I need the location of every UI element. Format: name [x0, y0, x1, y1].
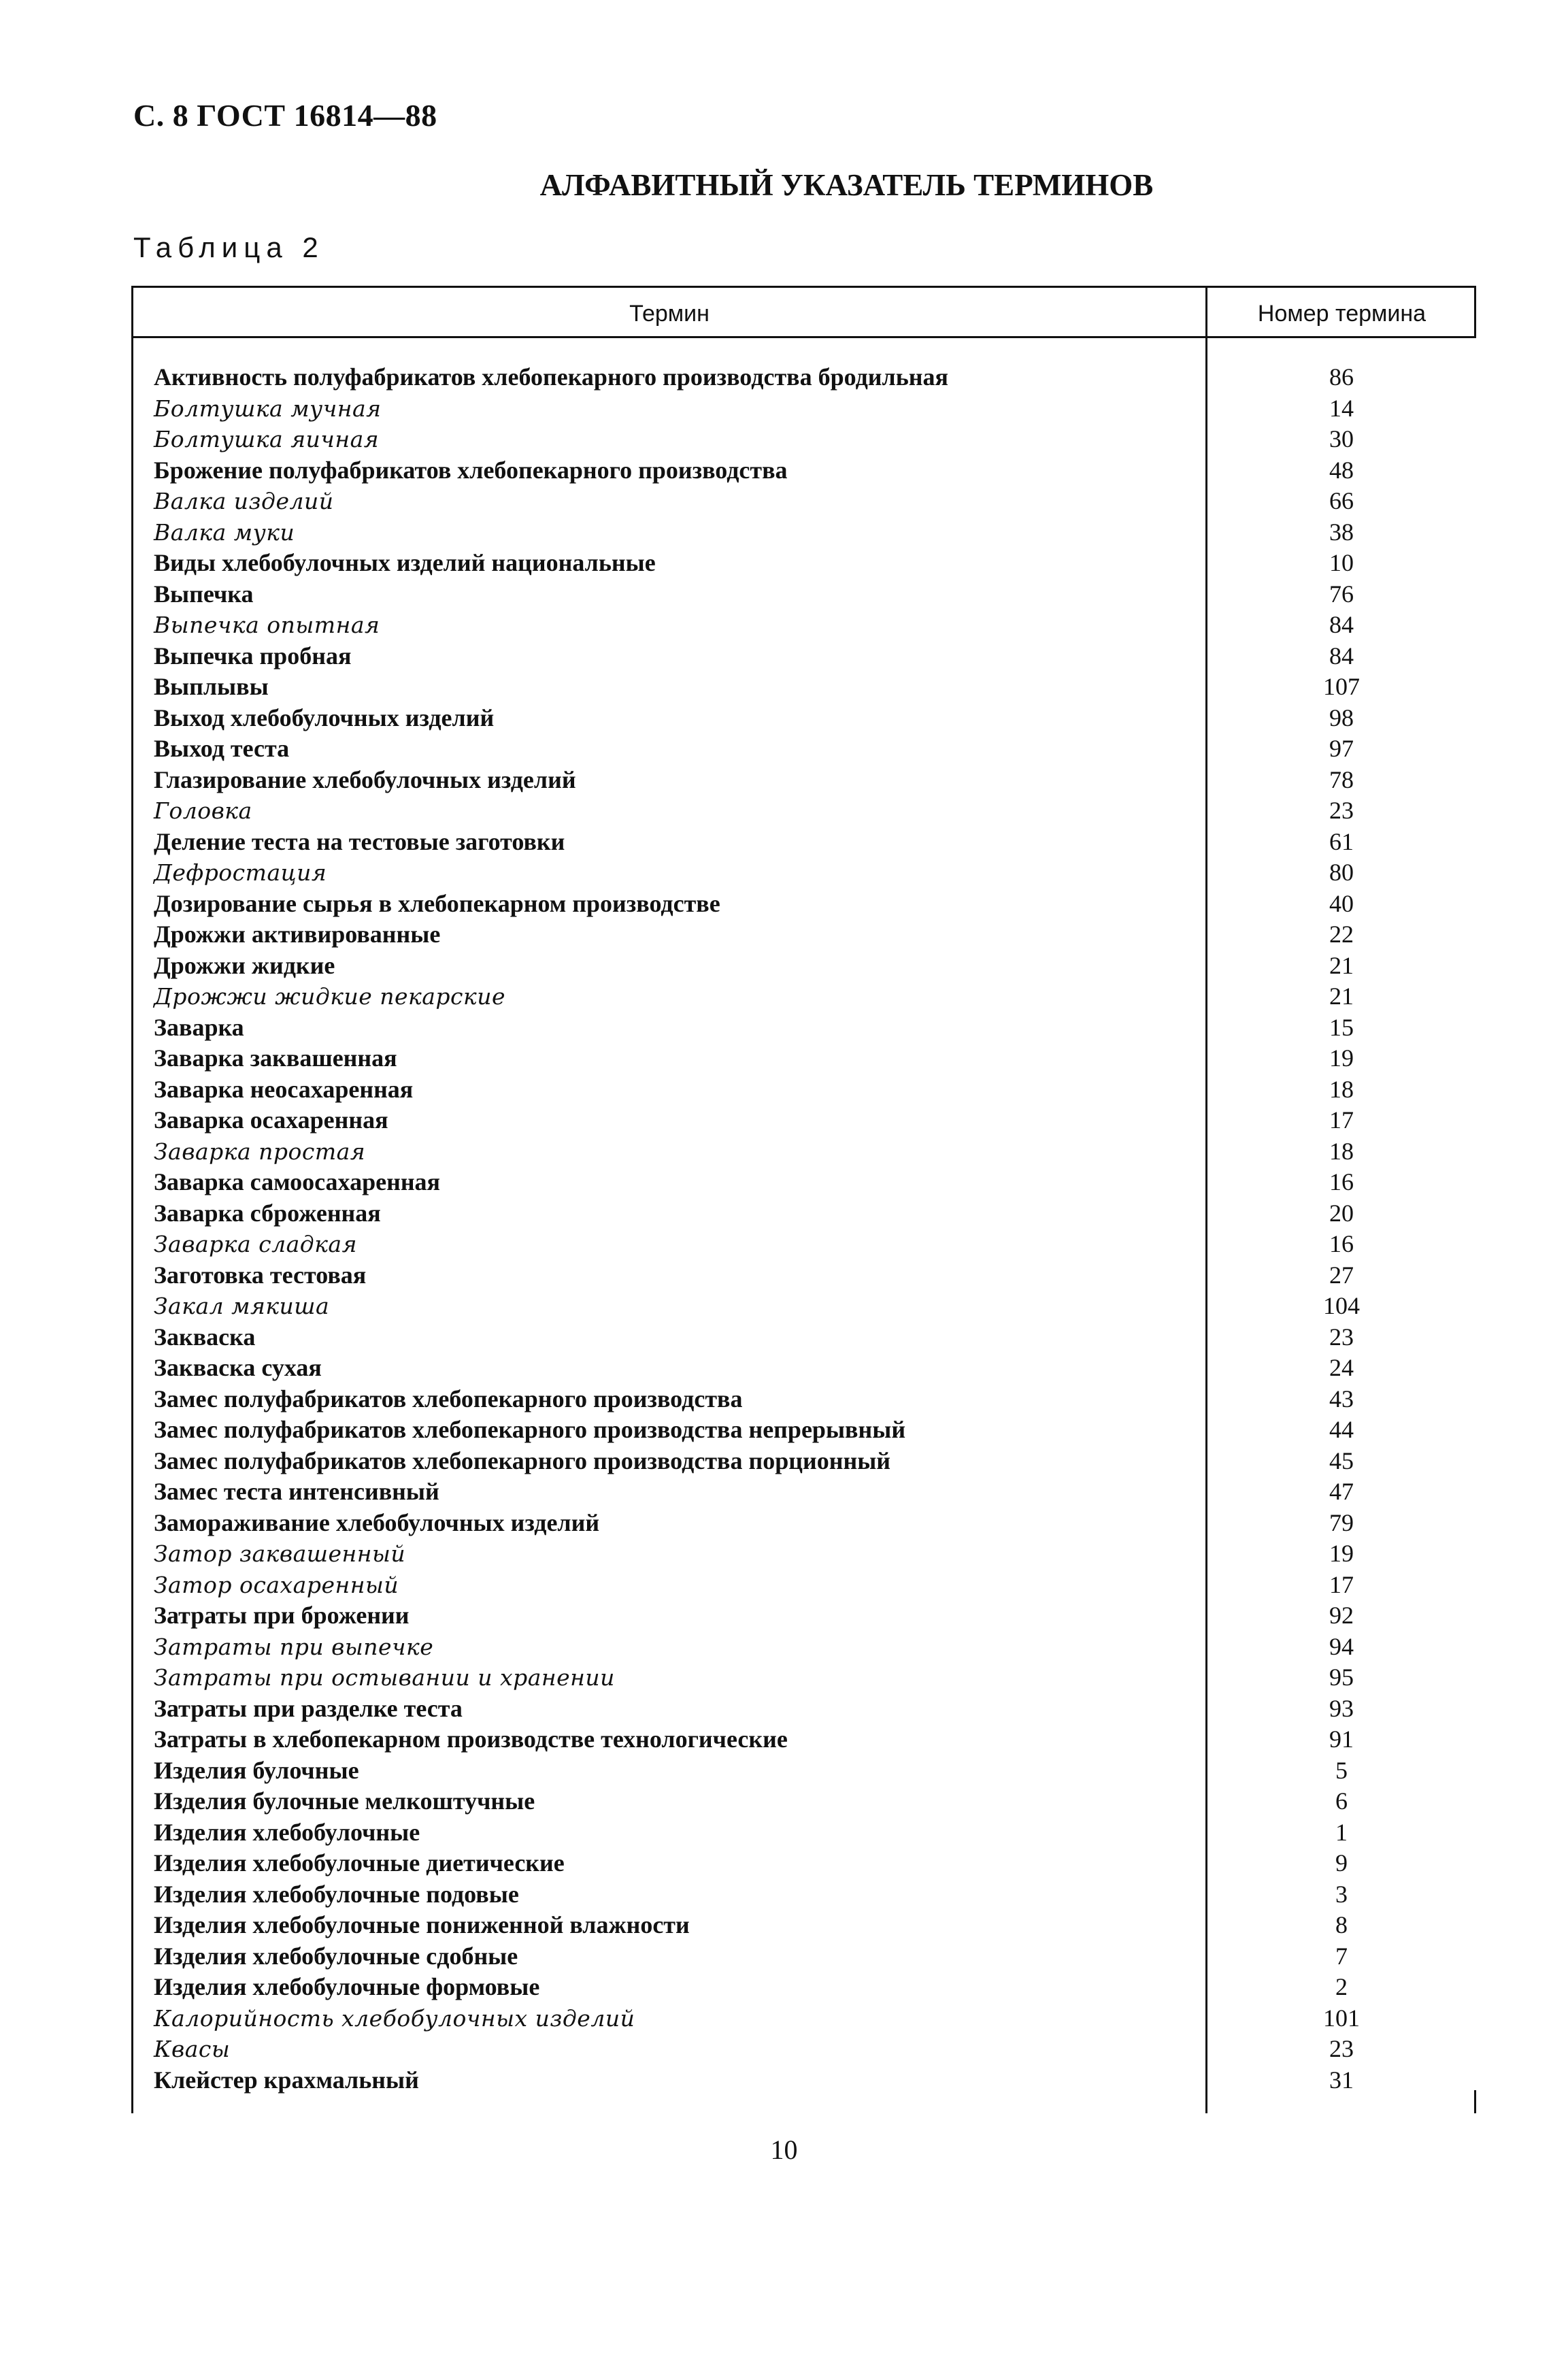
table-row: [154, 2065, 1476, 2096]
term-number: 44: [1329, 1416, 1354, 1443]
table-row: [154, 1693, 1476, 1725]
table-row: [154, 1446, 1476, 1477]
term-number: 8: [1335, 1911, 1348, 1938]
table-row: [154, 1074, 1476, 1106]
term-number: 18: [1329, 1137, 1354, 1165]
table-row: [154, 1848, 1476, 1879]
table-row: [154, 703, 1476, 734]
table-row: [154, 951, 1476, 982]
term-text: Замораживание хлебобулочных изделий: [154, 1508, 600, 1536]
term-text: Деление теста на тестовые заготовки: [154, 827, 565, 855]
term-text: Затраты при разделке теста: [154, 1694, 463, 1722]
table-row: [154, 1322, 1476, 1353]
term-text: Выпечка опытная: [154, 612, 380, 638]
term-text: Заварка самоосахаренная: [154, 1168, 441, 1195]
term-text: Дозирование сырья в хлебопекарном производстве: [154, 889, 720, 917]
table-row: [154, 889, 1476, 920]
term-text: Изделия хлебобулочные формовые: [154, 1973, 540, 2000]
table-row: [154, 517, 1476, 548]
table-row: [154, 1291, 1476, 1322]
term-number: 79: [1329, 1508, 1354, 1536]
table-row: [154, 610, 1476, 641]
term-text: Закваска: [154, 1323, 256, 1351]
term-number: 92: [1329, 1602, 1354, 1629]
term-text: Затор заквашенный: [154, 1540, 406, 1567]
term-text: Валка изделий: [154, 488, 334, 514]
term-number: 66: [1329, 487, 1354, 514]
term-number: 40: [1329, 889, 1354, 917]
table-row: [154, 1755, 1476, 1787]
term-text: Дрожжи жидкие: [154, 951, 335, 979]
term-number: 22: [1329, 921, 1354, 948]
table-row: [154, 1384, 1476, 1415]
term-text: Дрожжи активированные: [154, 921, 441, 948]
table-row: [154, 827, 1476, 858]
table-row: [154, 1972, 1476, 2003]
term-text: Замес полуфабрикатов хлебопекарного производства порционный: [154, 1447, 891, 1474]
term-text: Изделия хлебобулочные сдобные: [154, 1942, 518, 1970]
term-text: Изделия хлебобулочные пониженной влажности: [154, 1911, 690, 1938]
term-text: Заварка: [154, 1013, 244, 1041]
table-row: [154, 1353, 1476, 1384]
page-number: 10: [770, 2134, 798, 2165]
table-row: [154, 672, 1476, 703]
term-number: 20: [1329, 1199, 1354, 1227]
column-header-term: Термин: [629, 301, 710, 327]
term-number: 91: [1329, 1725, 1354, 1753]
table-row: [154, 393, 1476, 425]
table-row: [154, 1662, 1476, 1693]
table-row: [154, 1632, 1476, 1663]
table-row: [154, 1043, 1476, 1074]
table-row: [154, 1229, 1476, 1260]
term-text: Дефростация: [154, 859, 327, 886]
term-text: Дрожжи жидкие пекарские: [154, 983, 506, 1010]
term-text: Заготовка тестовая: [154, 1261, 367, 1289]
term-number: 45: [1329, 1447, 1354, 1474]
table-row: [154, 1910, 1476, 1941]
term-text: Затраты при выпечке: [154, 1633, 434, 1660]
term-text: Изделия хлебобулочные подовые: [154, 1880, 519, 1908]
term-number: 7: [1335, 1942, 1348, 1970]
table-row: [154, 362, 1476, 393]
term-text: Изделия булочные мелкоштучные: [154, 1787, 535, 1815]
term-index-list: [154, 362, 1476, 2096]
term-number: 98: [1329, 704, 1354, 731]
term-number: 47: [1329, 1478, 1354, 1505]
table-row: [154, 1198, 1476, 1229]
term-text: Выход теста: [154, 735, 290, 762]
term-text: Заварка сброженная: [154, 1199, 381, 1227]
term-number: 21: [1329, 951, 1354, 979]
term-number: 18: [1329, 1075, 1354, 1103]
table-row: [154, 486, 1476, 517]
table-row: [154, 641, 1476, 672]
table-row: [154, 1476, 1476, 1508]
table-row: [154, 2034, 1476, 2065]
term-text: Затраты при брожении: [154, 1602, 410, 1629]
term-number: 27: [1329, 1261, 1354, 1289]
table-row: [154, 1724, 1476, 1755]
page-title: АЛФАВИТНЫЙ УКАЗАТЕЛЬ ТЕРМИНОВ: [539, 168, 1154, 202]
column-header-number: Номер термина: [1257, 301, 1427, 327]
term-text: Изделия хлебобулочные: [154, 1818, 420, 1846]
term-number: 84: [1329, 642, 1354, 670]
term-number: 93: [1329, 1694, 1354, 1722]
term-number: 107: [1323, 673, 1360, 700]
term-text: Изделия хлебобулочные диетические: [154, 1849, 565, 1877]
term-text: Затраты в хлебопекарном производстве технологические: [154, 1725, 788, 1753]
table-row: [154, 1879, 1476, 1911]
table-left-border: [131, 286, 133, 2113]
table-row: [154, 981, 1476, 1012]
term-number: 76: [1329, 580, 1354, 608]
term-number: 86: [1329, 363, 1354, 391]
term-text: Замес полуфабрикатов хлебопекарного производства непрерывный: [154, 1416, 906, 1443]
term-number: 10: [1329, 549, 1354, 576]
table-row: [154, 1012, 1476, 1044]
term-number: 101: [1323, 2004, 1360, 2032]
term-text: Заварка заквашенная: [154, 1044, 397, 1072]
table-row: [154, 1136, 1476, 1168]
term-text: Закваска сухая: [154, 1354, 322, 1381]
table-row: [154, 1260, 1476, 1291]
table-row: [154, 1538, 1476, 1570]
table-row: [154, 1786, 1476, 1817]
table-row: [154, 1941, 1476, 1972]
table-row: [154, 795, 1476, 827]
table-row: [154, 424, 1476, 455]
term-text: Выплывы: [154, 673, 269, 700]
term-number: 21: [1329, 982, 1354, 1010]
term-number: 16: [1329, 1230, 1354, 1257]
term-number: 5: [1335, 1756, 1348, 1784]
table-row: [154, 1105, 1476, 1136]
term-number: 9: [1335, 1849, 1348, 1877]
table-top-border: [131, 286, 1476, 288]
table-header-divider: [131, 336, 1476, 338]
term-number: 3: [1335, 1880, 1348, 1908]
term-number: 15: [1329, 1013, 1354, 1041]
term-number: 16: [1329, 1168, 1354, 1195]
term-text: Закал мякиша: [154, 1293, 330, 1319]
table-row: [154, 1817, 1476, 1849]
term-number: 31: [1329, 2066, 1354, 2094]
term-number: 80: [1329, 859, 1354, 886]
term-number: 23: [1329, 797, 1354, 824]
table-row: [154, 548, 1476, 579]
term-text: Активность полуфабрикатов хлебопекарного производства бродильная: [154, 363, 948, 391]
term-text: Болтушка мучная: [154, 395, 382, 422]
term-number: 14: [1329, 394, 1354, 422]
table-row: [154, 579, 1476, 610]
table-label: Таблица 2: [133, 231, 324, 263]
term-number: 23: [1329, 1323, 1354, 1351]
table-row: [154, 919, 1476, 951]
table-row: [154, 455, 1476, 486]
term-text: Калорийность хлебобулочных изделий: [154, 2004, 635, 2032]
term-number: 78: [1329, 765, 1354, 793]
term-number: 19: [1329, 1044, 1354, 1072]
term-text: Валка муки: [154, 518, 295, 546]
term-number: 30: [1329, 425, 1354, 452]
term-text: Выпечка: [154, 580, 254, 608]
term-text: Замес теста интенсивный: [154, 1478, 439, 1505]
term-text: Выход хлебобулочных изделий: [154, 704, 495, 731]
document-header: С. 8 ГОСТ 16814—88: [133, 98, 437, 133]
term-text: Заварка осахаренная: [154, 1106, 388, 1134]
term-text: Клейстер крахмальный: [154, 2066, 419, 2094]
term-number: 97: [1329, 735, 1354, 762]
term-number: 19: [1329, 1540, 1354, 1567]
term-text: Брожение полуфабрикатов хлебопекарного производства: [154, 456, 788, 484]
table-row: [154, 2003, 1476, 2034]
term-number: 1: [1335, 1818, 1348, 1846]
table-row: [154, 733, 1476, 765]
term-number: 95: [1329, 1664, 1354, 1691]
table-row: [154, 1167, 1476, 1198]
term-text: Заварка простая: [154, 1138, 366, 1165]
table-row: [154, 857, 1476, 889]
term-text: Глазирование хлебобулочных изделий: [154, 765, 576, 793]
term-number: 38: [1329, 518, 1354, 546]
term-text: Головка: [154, 797, 252, 824]
term-text: Затраты при остывании и хранении: [154, 1664, 615, 1691]
table-row: [154, 765, 1476, 796]
term-text: Затор осахаренный: [154, 1571, 399, 1598]
term-number: 23: [1329, 2035, 1354, 2062]
term-text: Болтушка яичная: [154, 426, 380, 452]
term-number: 43: [1329, 1385, 1354, 1412]
table-row: [154, 1600, 1476, 1632]
term-text: Выпечка пробная: [154, 642, 352, 670]
table-row: [154, 1415, 1476, 1446]
term-text: Заварка сладкая: [154, 1231, 357, 1257]
term-number: 17: [1329, 1570, 1354, 1598]
term-text: Замес полуфабрикатов хлебопекарного производства: [154, 1385, 743, 1412]
term-number: 2: [1335, 1973, 1348, 2000]
table-row: [154, 1508, 1476, 1539]
table-row: [154, 1570, 1476, 1601]
term-number: 6: [1335, 1787, 1348, 1815]
term-number: 48: [1329, 456, 1354, 484]
term-text: Изделия булочные: [154, 1756, 359, 1784]
term-text: Квасы: [154, 2036, 231, 2062]
term-text: Заварка неосахаренная: [154, 1075, 414, 1103]
term-number: 17: [1329, 1106, 1354, 1134]
term-number: 24: [1329, 1354, 1354, 1381]
term-number: 61: [1329, 827, 1354, 855]
term-text: Виды хлебобулочных изделий национальные: [154, 549, 656, 576]
term-number: 104: [1323, 1292, 1360, 1319]
term-number: 94: [1329, 1632, 1354, 1660]
term-number: 84: [1329, 611, 1354, 638]
